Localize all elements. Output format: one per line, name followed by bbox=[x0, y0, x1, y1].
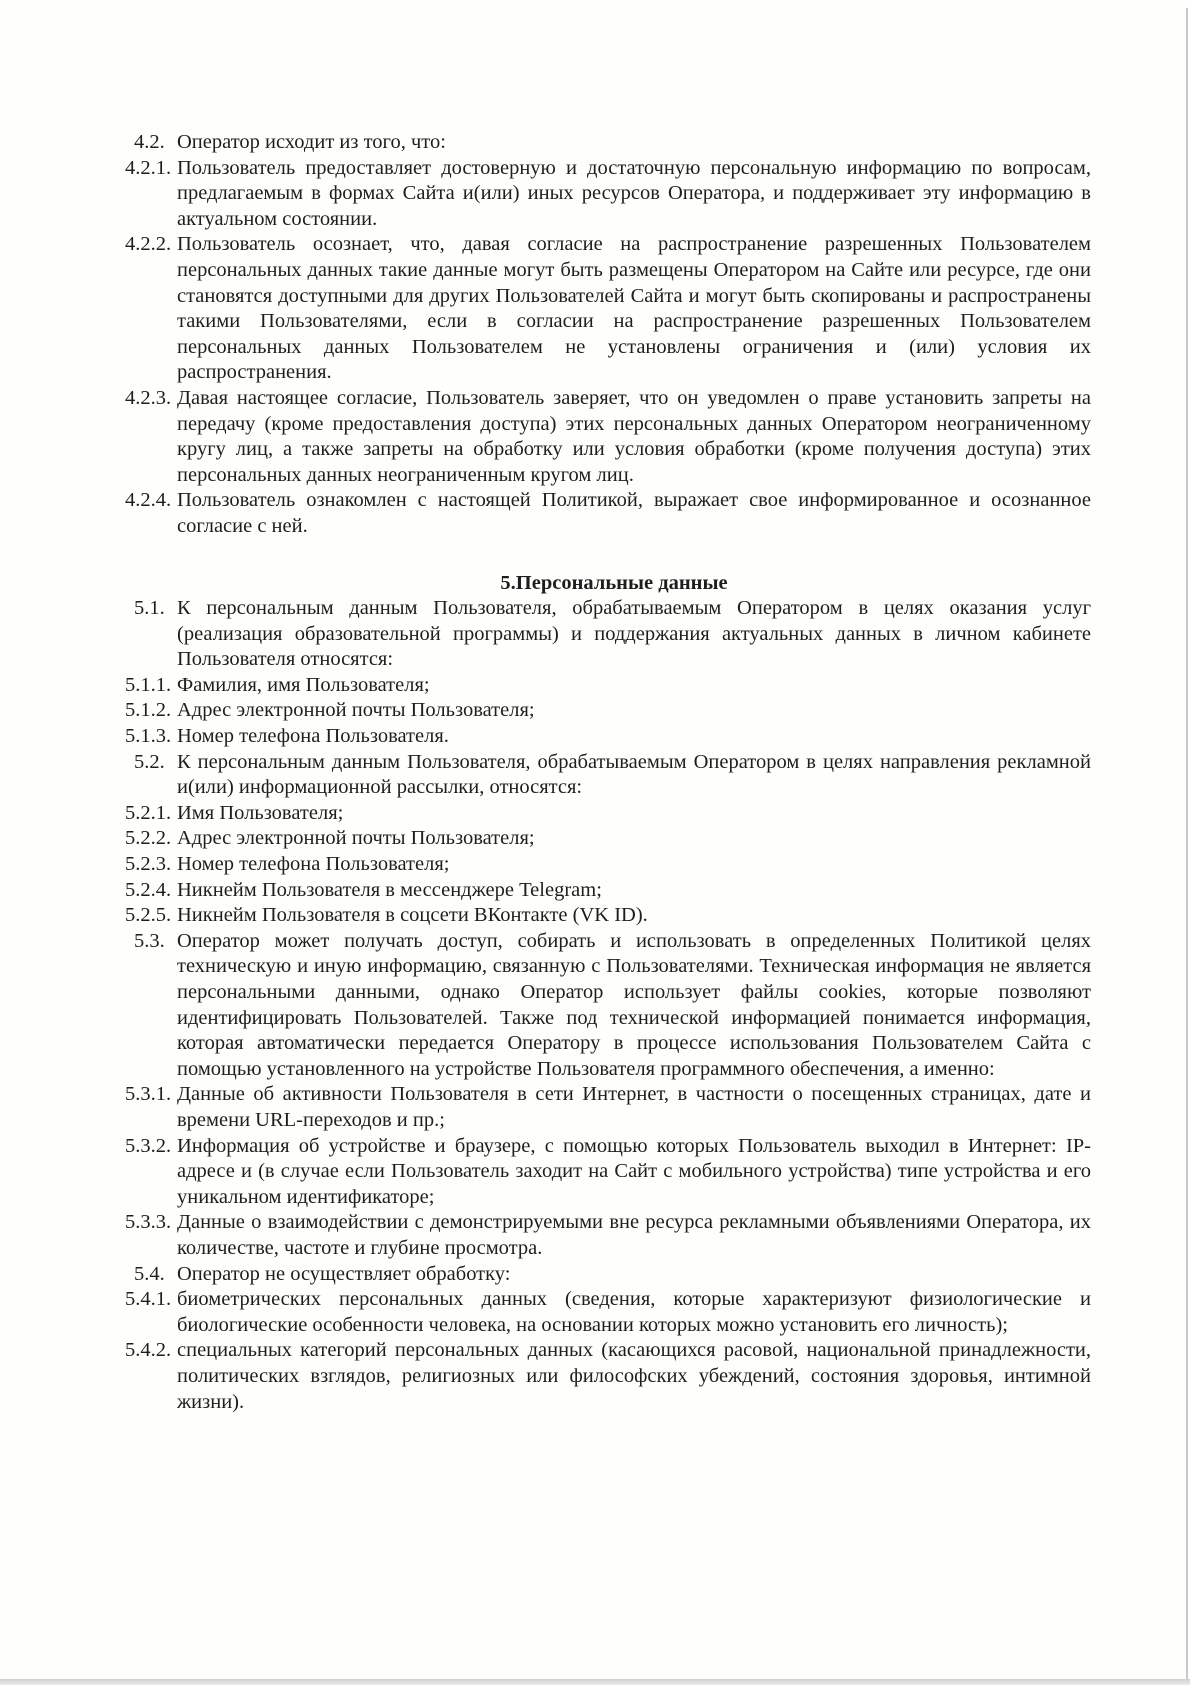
clause-text: Пользователь осознает, что, давая согласие на распространение разрешенных Пользователем персональных данных такие данные могут быть размещены Оператором на Сайте или ресурсе, где они становятся доступными для других Пользователей Сайта и могут быть скопированы и распространены такими Пользователями, если в согласии на распространение разрешенных Пользователем персональных данных Пользователем не установлены ограничения и (или) условия их распространения. bbox=[177, 233, 1091, 384]
clause-text: Номер телефона Пользователя. bbox=[177, 725, 449, 748]
clause-5-3-1 bbox=[125, 1082, 1091, 1133]
clause-number: 4.2.1. bbox=[125, 156, 172, 179]
clause-number: 5.3. bbox=[134, 929, 165, 952]
clause-5-2-2 bbox=[125, 826, 1091, 852]
clause-text: Оператор может получать доступ, собирать и использовать в определенных Политикой целях техническую и иную информацию, связанную с Пользователями. Техническая информация не является персональными данными, однако Оператор использует файлы cookies, которые позволяют идентифицировать Пользователей. Также под технической информацией понимается информация, которая автоматически передается Оператору в процессе использования Пользователем Сайта с помощью установленного на устройстве Пользователя программного обеспечения, а именно: bbox=[177, 929, 1091, 1080]
clause-number: 5.2.3. bbox=[125, 853, 172, 876]
clause-number: 5.4. bbox=[134, 1262, 165, 1285]
clause-text: Имя Пользователя; bbox=[177, 801, 344, 824]
clause-number: 5.2.2. bbox=[125, 827, 172, 850]
clause-number: 5.1.1. bbox=[125, 673, 172, 696]
clause-text: Пользователь ознакомлен с настоящей Политикой, выражает свое информированное и осознанное согласие с ней. bbox=[177, 489, 1091, 537]
clause-number: 5.2.4. bbox=[125, 878, 172, 901]
clause-5-2 bbox=[125, 750, 1091, 801]
clause-text: Номер телефона Пользователя; bbox=[177, 853, 450, 876]
clause-text: Давая настоящее согласие, Пользователь заверяет, что он уведомлен о праве установить запреты на передачу (кроме предоставления доступа) этих персональных данных Оператором неограниченному кругу лиц, а также запреты на обработку или условия обработки (кроме получения доступа) этих персональных данных неограниченным кругом лиц. bbox=[177, 386, 1091, 486]
clause-4-2-4 bbox=[125, 488, 1091, 539]
clause-5-1-2 bbox=[125, 698, 1091, 724]
clause-text: Оператор исходит из того, что: bbox=[177, 131, 446, 153]
clause-text: Никнейм Пользователя в соцсети ВКонтакте (VK ID). bbox=[177, 904, 648, 927]
clause-number: 4.2.2. bbox=[125, 233, 172, 256]
clause-5-1 bbox=[125, 596, 1091, 673]
clause-text: Данные о взаимодействии с демонстрируемыми вне ресурса рекламными объявлениями Оператора, их количестве, частоте и глубине просмотра. bbox=[177, 1211, 1091, 1259]
clause-text: Оператор не осуществляет обработку: bbox=[177, 1262, 511, 1285]
clause-5-2-4 bbox=[125, 878, 1091, 904]
clause-text: Информация об устройстве и браузере, с помощью которых Пользователь выходил в Интернет: IP-адресе и (в случае если Пользователь заходит на Сайт с мобильного устройства) типе устройства и его уникальном идентификаторе; bbox=[177, 1134, 1091, 1208]
clause-text: биометрических персональных данных (сведения, которые характеризуют физиологические и биологические особенности человека, на основании которых можно установить его личность); bbox=[177, 1288, 1091, 1336]
clause-text: Фамилия, имя Пользователя; bbox=[177, 673, 430, 696]
clause-5-4-1 bbox=[125, 1287, 1091, 1338]
clause-text: специальных категорий персональных данных (касающихся расовой, национальной принадлежности, политических взглядов, религиозных или философских убеждений, состояния здоровья, интимной жизни). bbox=[177, 1339, 1091, 1413]
document-body bbox=[125, 130, 1091, 1415]
clause-4-2 bbox=[125, 130, 1091, 156]
clause-text: Пользователь предоставляет достоверную и достаточную персональную информацию по вопросам, предлагаемым в формах Сайта и(или) иных ресурсов Оператора, и поддерживает эту информацию в актуальном состоянии. bbox=[177, 156, 1091, 230]
clause-number: 5.4.1. bbox=[125, 1288, 172, 1311]
clause-number: 5.1. bbox=[134, 597, 165, 620]
clause-number: 5.2.1. bbox=[125, 801, 172, 824]
clause-4-2-1 bbox=[125, 156, 1091, 233]
clause-5-3 bbox=[125, 929, 1091, 1083]
clause-5-1-3 bbox=[125, 724, 1091, 750]
scan-edge-bottom bbox=[0, 1679, 1190, 1685]
clause-number: 5.2. bbox=[134, 750, 165, 773]
clause-number: 5.3.1. bbox=[125, 1083, 172, 1106]
clause-5-4-2 bbox=[125, 1338, 1091, 1415]
clause-5-3-3 bbox=[125, 1210, 1091, 1261]
clause-4-2-2 bbox=[125, 232, 1091, 386]
clause-number: 4.2.3. bbox=[125, 386, 172, 409]
clause-number: 4.2. bbox=[134, 131, 165, 153]
clause-number: 5.2.5. bbox=[125, 904, 172, 927]
scan-edge-right bbox=[1186, 8, 1188, 1682]
clause-5-2-5 bbox=[125, 903, 1091, 929]
clause-text: Адрес электронной почты Пользователя; bbox=[177, 827, 535, 850]
clause-text: К персональным данным Пользователя, обрабатываемым Оператором в целях оказания услуг (реализация образовательной программы) и поддержания актуальных данных в личном кабинете Пользователя относятся: bbox=[177, 597, 1091, 671]
clause-5-2-3 bbox=[125, 852, 1091, 878]
clause-number: 5.1.3. bbox=[125, 725, 172, 748]
clause-number: 5.3.3. bbox=[125, 1211, 172, 1234]
section-heading: 5.Персональные данные bbox=[500, 571, 728, 594]
clause-5-2-1 bbox=[125, 801, 1091, 827]
clause-5-4 bbox=[125, 1262, 1091, 1288]
clause-number: 5.4.2. bbox=[125, 1339, 172, 1362]
clause-number: 5.3.2. bbox=[125, 1134, 172, 1157]
clause-5-1-1 bbox=[125, 673, 1091, 699]
clause-5-3-2 bbox=[125, 1134, 1091, 1211]
clause-text: Данные об активности Пользователя в сети Интернет, в частности о посещенных страницах, дате и времени URL-переходов и пр.; bbox=[177, 1083, 1091, 1131]
clause-number: 5.1.2. bbox=[125, 699, 172, 722]
clause-4-2-3 bbox=[125, 386, 1091, 488]
clause-number: 4.2.4. bbox=[125, 489, 172, 512]
clause-text: Никнейм Пользователя в мессенджере Telegram; bbox=[177, 878, 602, 901]
clause-text: Адрес электронной почты Пользователя; bbox=[177, 699, 535, 722]
clause-text: К персональным данным Пользователя, обрабатываемым Оператором в целях направления рекламной и(или) информационной рассылки, относятся: bbox=[177, 750, 1091, 799]
